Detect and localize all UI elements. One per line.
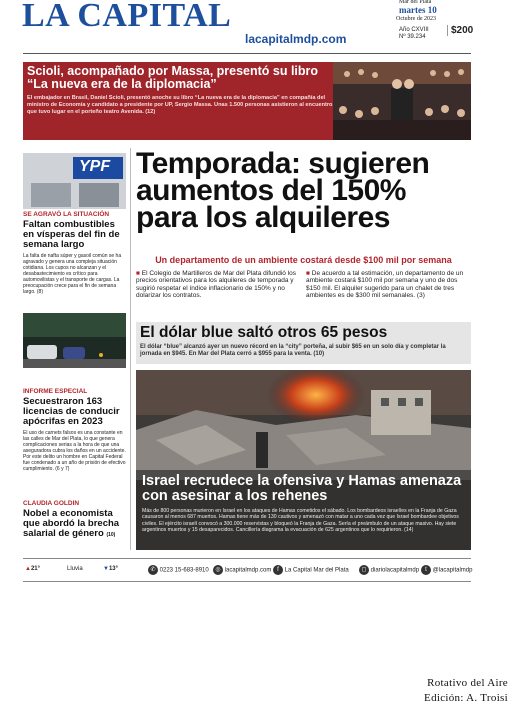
nobel-ref: (10) [106, 532, 116, 538]
masthead-day: martes 10 [399, 5, 437, 15]
masthead-title: LA CAPITAL [22, 0, 232, 34]
main-headline[interactable]: Temporada: sugieren aumentos del 150% para los alquileres [136, 147, 430, 234]
masthead-issue [399, 27, 429, 41]
facebook-icon: f [273, 565, 283, 575]
main-bullet-2 [306, 270, 471, 299]
main-subhead: Un departamento de un ambiente costará desde $100 mil por semana [155, 255, 452, 265]
nobel-headline [23, 509, 126, 540]
gaza-story[interactable] [136, 370, 471, 550]
instagram-text: diariolacapitalmdp [370, 567, 420, 574]
gaza-body: Más de 800 personas murieron en Israel en los ataques de Hamas cometidos el sábado. Los bombardeos israelíes en la Franja de Gaza causaron al menos 687 muertos. Hamas tiene más de 130 cautivos y amenazó con matar a uno cada vez que Israel bombardee objetivos civiles. El ejército israelí convocó a 300.000 reservistas y bloqueó la Franja de Gaza. Sería el preámbulo de un ataque masivo. Hay siete argentinos muertos y 15 desaparecidos. Cancillería diagrama la evacuación de 625 argentinos que lo requirieron. (14) [142, 508, 459, 533]
licenses-photo [23, 313, 126, 368]
fuel-story[interactable] [23, 211, 126, 295]
masthead-url[interactable]: lacapitalmdp.com [245, 32, 347, 46]
banner-body: El embajador en Brasil, Daniel Scioli, presentó anoche su libro “La nueva era de la diplomacia” en compañía del ministro de Economía y candidato a presidente por UP, Sergio Massa. Unas 1.500 personas asistieron al encuentro que tuvo lugar en el porteño teatro Avenida. (12) [27, 95, 333, 115]
bullet-2-marker: ■ [306, 270, 310, 277]
licenses-headline: Secuestraron 163 licencias de conducir apócrifas en 2023 [23, 396, 120, 427]
credit-line-2: Edición: A. Troisi [424, 692, 508, 704]
globe-icon: ◎ [213, 565, 223, 575]
gas-station-illustration [23, 153, 126, 209]
whatsapp-icon: ✆ [148, 565, 158, 575]
bullet-1-marker: ■ [136, 270, 140, 277]
footer-web[interactable] [213, 565, 271, 575]
footer-instagram[interactable] [359, 565, 419, 575]
twitter-icon: t [421, 565, 431, 575]
night-street-illustration [23, 313, 126, 368]
weather-label: Lluvia [67, 566, 83, 572]
weather-max [25, 566, 40, 572]
main-bullet-1 [136, 270, 301, 299]
footer-twitter[interactable] [421, 565, 472, 575]
masthead-city: Mar del Plata [399, 0, 432, 5]
fuel-body: La falta de nafta súper y gasoil común se ha agravado y genera una compleja situación cotidiana. Los cupos no alcanzan y el desabastecimiento es crítico para automovilistas y el transporte de cargas. La preocupación crece para el fin de semana largo. (8) [23, 253, 122, 295]
fuel-headline: Faltan combustibles en vísperas del fin de semana largo [23, 219, 120, 250]
instagram-icon: ◻ [359, 565, 369, 575]
phone-text: 0223 15-683-8910 [159, 567, 209, 574]
dolar-headline: El dólar blue saltó otros 65 pesos [140, 324, 388, 341]
footer-bar [23, 558, 471, 582]
newspaper-front-page [20, 0, 476, 594]
temp-max: 21° [30, 566, 41, 572]
bullet-2-text: De acuerdo a tal estimación, un departamento de un ambiente costará $100 mil por semana y uno de dos $150 mil. El alquiler sugerido para un chalet de tres ambientes es de $300 mil semanales. (3) [306, 270, 464, 299]
web-text: lacapitalmdp.com [224, 567, 272, 574]
up-arrow-icon: ▲ [25, 566, 31, 572]
footer-phone[interactable] [148, 565, 209, 575]
down-arrow-icon: ▼ [103, 566, 109, 572]
bullet-1-text: El Colegio de Martilleros de Mar del Plata difundió los precios orientativos para los alquileres de temporada y sugirió respetar el índice inflacionario de 150% y no dolarizar los contratos. [136, 270, 297, 299]
nobel-story[interactable] [23, 500, 126, 540]
issue-number: Nº 39.234 [399, 34, 426, 40]
masthead-rule [23, 53, 471, 54]
banner-photo [333, 62, 471, 140]
masthead-month: Octubre de 2023 [396, 16, 436, 22]
facebook-text: La Capital Mar del Plata [284, 567, 349, 574]
dolar-box[interactable] [136, 322, 471, 364]
credit-line-1: Rotativo del Aire [427, 677, 508, 689]
twitter-text: @lacapitalmdp [432, 567, 473, 574]
fuel-kicker: SE AGRAVÓ LA SITUACIÓN [23, 211, 110, 218]
audience-photo-illustration [333, 62, 471, 140]
temp-min: 13° [108, 566, 119, 572]
licenses-story[interactable] [23, 388, 126, 472]
footer-facebook[interactable] [273, 565, 349, 575]
ypf-photo [23, 153, 126, 209]
licenses-body: El uso de carnets falsos es una constante en las calles de Mar del Plata, lo que genera complicaciones serias a la hora de que una aseguradora cubra los daños en un accidente. Por este delito un hombre en Capital Federal fue condenado a un año de prisión de efectivo cumplimiento. (6 y 7) [23, 430, 126, 472]
nobel-kicker: CLAUDIA GOLDIN [23, 500, 80, 507]
issue-year: Año CXVIII [399, 27, 429, 33]
weather-min [103, 566, 118, 572]
ypf-logo: YPF [79, 158, 111, 175]
banner-headline: Scioli, acompañado por Massa, presentó su libro “La nueva era de la diplomacia” [27, 64, 319, 91]
dolar-body: El dólar “blue” alcanzó ayer un nuevo récord en la “city” porteña, al subir $65 en un solo día y completar la jornada en $945. En Mar del Plata cerró a $955 para la venta. (10) [140, 344, 446, 357]
masthead-price: $200 [447, 25, 473, 36]
gaza-headline: Israel recrudece la ofensiva y Hamas amenaza con asesinar a los rehenes [142, 473, 462, 504]
licenses-kicker: INFORME ESPECIAL [23, 388, 88, 395]
nobel-headline-text: Nobel a economista que abordó la brecha salarial de género [23, 508, 120, 539]
column-divider [130, 148, 131, 550]
scioli-banner[interactable] [23, 62, 471, 140]
